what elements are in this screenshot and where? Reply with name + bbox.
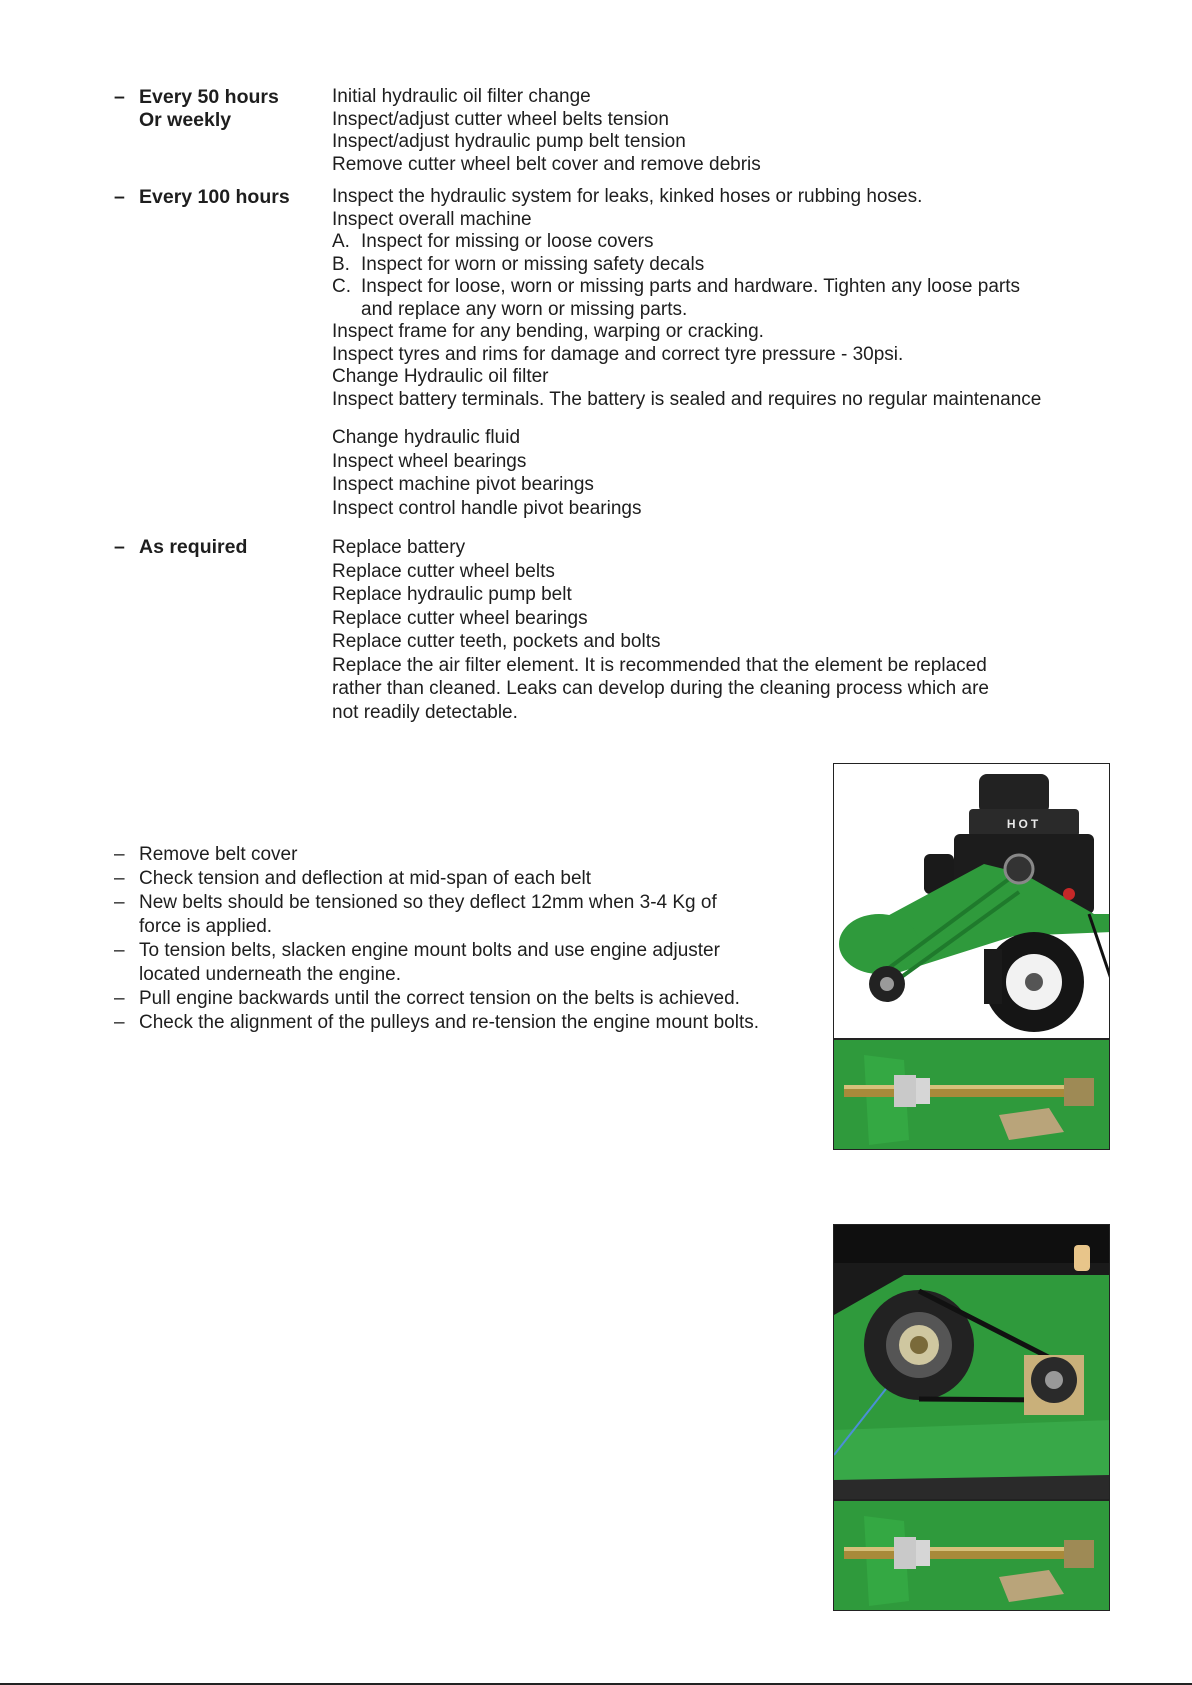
- task-list-50h: [332, 86, 761, 176]
- task-line: Inspect wheel bearings: [332, 450, 527, 472]
- engine-adjuster-photo-2: [833, 1500, 1110, 1611]
- task-line: Change Hydraulic oil filter: [332, 366, 549, 387]
- step-dash: –: [114, 868, 125, 889]
- step-text: To tension belts, slacken engine mount bolts and use engine adjuster: [139, 940, 720, 961]
- task-list-100h: [332, 186, 1041, 411]
- task-line: not readily detectable.: [332, 701, 518, 723]
- label-line: Or weekly: [139, 109, 232, 131]
- task-line: Initial hydraulic oil filter change: [332, 86, 591, 107]
- pump-belt-illustration: [834, 1225, 1110, 1500]
- belt-tension-steps: [114, 843, 778, 1035]
- sub-item-letter: C.: [332, 276, 351, 297]
- task-line: Inspect tyres and rims for damage and correct tyre pressure - 30psi.: [332, 343, 904, 365]
- step-text: force is applied.: [139, 916, 273, 937]
- task-line: Change hydraulic fluid: [332, 427, 521, 448]
- sub-item-a: [332, 231, 1041, 254]
- task-line: Inspect machine pivot bearings: [332, 474, 594, 495]
- step-item: [114, 1011, 778, 1035]
- sub-item-text: Inspect for loose, worn or missing parts and hardware. Tighten any loose parts: [361, 276, 1021, 297]
- engine-adjuster-photo: [833, 1039, 1110, 1150]
- task-line: Replace the air filter element. It is recommended that the element be replaced: [332, 654, 987, 676]
- task-list-as-required: [332, 536, 989, 724]
- step-item: [114, 939, 778, 987]
- machine-side-photo: [833, 763, 1110, 1039]
- sub-item-c: [332, 276, 1041, 321]
- task-line: Inspect overall machine: [332, 208, 532, 230]
- machine-illustration: [834, 764, 1110, 1039]
- pump-belt-photo: [833, 1224, 1110, 1500]
- step-dash: –: [114, 940, 125, 961]
- sub-item-letter: B.: [332, 253, 350, 275]
- step-text: Remove belt cover: [139, 844, 298, 865]
- step-text: Check tension and deflection at mid-span of each belt: [139, 868, 592, 889]
- task-line: Inspect the hydraulic system for leaks, kinked hoses or rubbing hoses.: [332, 186, 923, 207]
- task-line: Inspect battery terminals. The battery is sealed and requires no regular maintenance: [332, 388, 1042, 410]
- step-text: New belts should be tensioned so they deflect 12mm when 3-4 Kg of: [139, 892, 717, 913]
- task-line: Inspect/adjust hydraulic pump belt tension: [332, 131, 686, 152]
- task-line: Inspect/adjust cutter wheel belts tension: [332, 108, 669, 130]
- label-line: As required: [139, 536, 248, 558]
- task-line: Replace cutter wheel belts: [332, 560, 555, 582]
- task-line: Inspect control handle pivot bearings: [332, 497, 642, 519]
- step-item: [114, 987, 778, 1011]
- task-line: Remove cutter wheel belt cover and remove debris: [332, 153, 761, 175]
- task-line: Replace battery: [332, 537, 466, 558]
- step-dash: –: [114, 988, 125, 1009]
- adjuster-bolt-illustration: [834, 1501, 1110, 1611]
- sub-item-text: Inspect for worn or missing safety decals: [361, 253, 705, 275]
- sub-item-text: Inspect for missing or loose covers: [361, 231, 654, 252]
- label-dash: –: [114, 86, 125, 108]
- step-dash: –: [114, 1012, 125, 1033]
- sub-item-b: [332, 254, 1041, 277]
- step-dash: –: [114, 892, 125, 913]
- step-dash: –: [114, 844, 125, 865]
- task-line: Inspect frame for any bending, warping or cracking.: [332, 321, 764, 342]
- adjuster-bolt-illustration: [834, 1040, 1110, 1150]
- sub-item-text: and replace any worn or missing parts.: [361, 298, 688, 320]
- engine-hot-label: HOT: [1006, 817, 1042, 831]
- label-dash: –: [114, 186, 125, 208]
- step-item: [114, 867, 778, 891]
- task-line: Replace cutter teeth, pockets and bolts: [332, 631, 661, 652]
- step-item: [114, 843, 778, 867]
- label-dash: –: [114, 536, 125, 558]
- label-line: Every 50 hours: [139, 86, 279, 108]
- step-text: Check the alignment of the pulleys and re-tension the engine mount bolts.: [139, 1012, 759, 1033]
- task-list-unlabeled: [332, 426, 641, 520]
- label-line: Every 100 hours: [139, 186, 290, 208]
- sub-item-letter: A.: [332, 231, 350, 252]
- task-line: Replace cutter wheel bearings: [332, 607, 588, 629]
- task-line: rather than cleaned. Leaks can develop during the cleaning process which are: [332, 678, 989, 699]
- step-text: Pull engine backwards until the correct tension on the belts is achieved.: [139, 988, 740, 1009]
- task-line: Replace hydraulic pump belt: [332, 584, 572, 605]
- step-text: located underneath the engine.: [139, 964, 401, 985]
- step-item: [114, 891, 778, 939]
